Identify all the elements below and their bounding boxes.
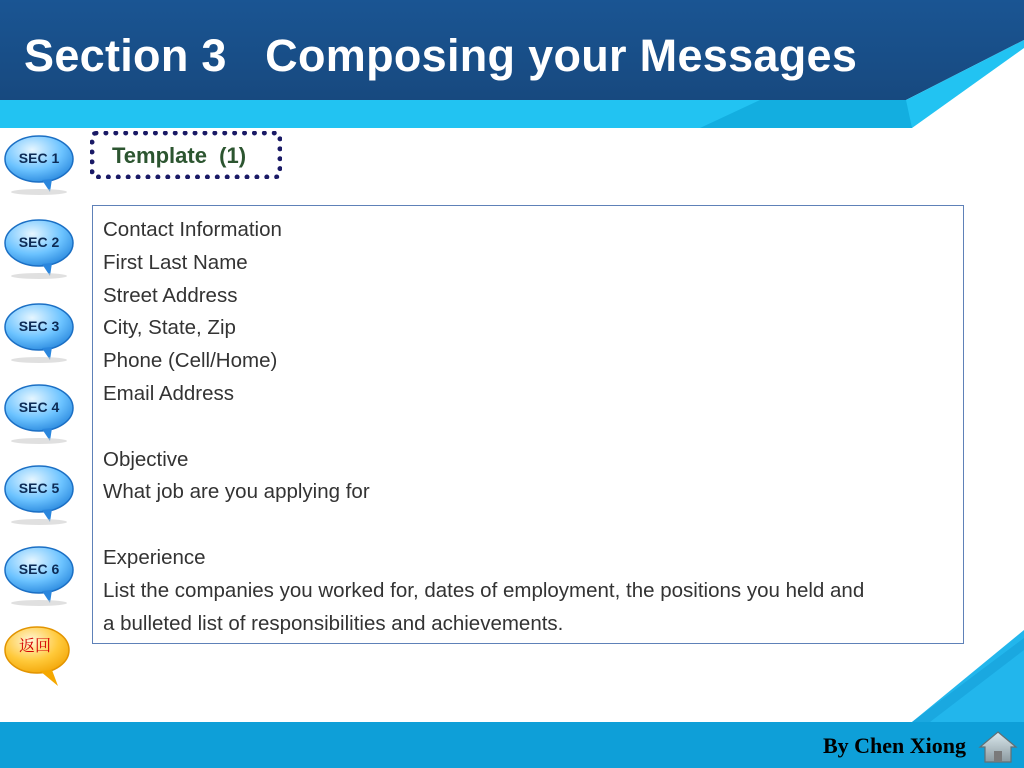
content-line: What job are you applying for — [103, 480, 370, 504]
nav-sec-1-button[interactable] — [2, 134, 76, 198]
nav-sec-6-button[interactable] — [2, 545, 76, 609]
nav-sec-2-label: SEC 2 — [18, 234, 60, 250]
content-line: Objective — [103, 447, 189, 471]
nav-sec-6-label: SEC 6 — [18, 561, 60, 577]
content-line: First Last Name — [103, 250, 248, 274]
content-line: City, State, Zip — [103, 316, 236, 340]
content-line: Phone (Cell/Home) — [103, 349, 278, 373]
nav-sec-4-label: SEC 4 — [18, 399, 60, 415]
content-line: Experience — [103, 545, 206, 569]
content-line — [103, 411, 953, 444]
nav-sec-4-button[interactable] — [2, 383, 76, 447]
content-line: Street Address — [103, 283, 238, 307]
content-line — [103, 509, 953, 542]
back-label: 返回 — [18, 636, 51, 655]
content-line: Contact Information — [103, 218, 282, 241]
content-line: a bulleted list of responsibilities and achievements. — [103, 611, 564, 635]
nav-sec-3-button[interactable] — [2, 302, 76, 366]
nav-sec-2-button[interactable] — [2, 218, 76, 282]
nav-sec-3-label: SEC 3 — [18, 318, 60, 334]
home-icon[interactable] — [978, 730, 1018, 764]
nav-sec-5-label: SEC 5 — [18, 480, 60, 496]
content-line: List the companies you worked for, dates of employment, the positions you held and — [103, 578, 865, 602]
content-line: Email Address — [103, 381, 235, 405]
nav-sec-5-button[interactable] — [2, 464, 76, 528]
author-credit: By Chen Xiong — [823, 733, 967, 758]
template-tag-label: Template (1) — [112, 143, 247, 168]
content-box — [92, 205, 964, 644]
nav-sec-1-label: SEC 1 — [18, 150, 60, 166]
page-title: Section 3 Composing your Messages — [24, 30, 858, 81]
